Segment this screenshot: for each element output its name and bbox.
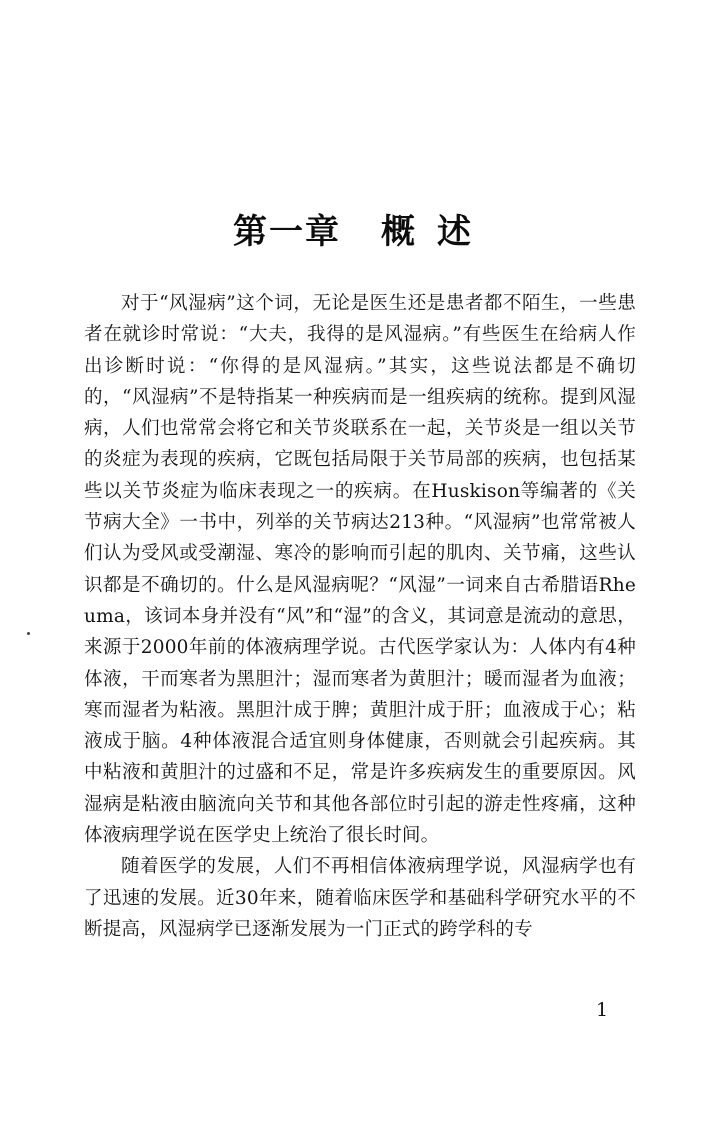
paragraph-1: 对于“风湿病”这个词，无论是医生还是患者都不陌生，一些患者在就诊时常说：“大夫，我得的是风湿病。”有些医生在给病人作出诊断时说：“你得的是风湿病。”其实，这些说法都是不确切的，“风湿病”不是特指某一种疾病而是一组疾病的统称。提到风湿病，人们也常常会将它和关节炎联系在一起，关节炎是一组以关节的炎症为表现的疾病，它既包括局限于关节局部的疾病，也包括某些以关节炎症为临床表现之一的疾病。在Huskison等编著的《关节病大全》一书中，列举的关节病达213种。“风湿病”也常常被人们认为受风或受潮湿、寒冷的影响而引起的肌肉、关节痛，这些认识都是不确切的。什么是风湿病呢？“风湿”一词来自古希腊语Rheuma，该词本身并没有“风”和“湿”的含义，其词意是流动的意思，来源于2000年前的体液病理学说。古代医学家认为：人体内有4种体液，干而寒者为黑胆汁；湿而寒者为黄胆汁；暖而湿者为血液；寒而湿者为粘液。黑胆汁成于脾；黄胆汁成于肝；血液成于心；粘液成于脑。4种体液混合适宜则身体健康，否则就会引起疾病。其中粘液和黄胆汁的过盛和不足，常是许多疾病发生的重要原因。风湿病是粘液由脑流向关节和其他各部位时引起的游走性疼痛，这种体液病理学说在医学史上统治了很长时间。	[84, 293, 636, 847]
chapter-title-char-1: 概	[381, 212, 417, 252]
chapter-heading	[0, 208, 706, 256]
body-text	[84, 288, 636, 945]
chapter-title-char-2: 述	[437, 212, 473, 252]
chapter-number: 第一章	[233, 212, 341, 252]
paragraph-2: 随着医学的发展，人们不再相信体液病理学说，风湿病学也有了迅速的发展。近30年来，随着临床医学和基础科学研究水平的不断提高，风湿病学已逐渐发展为一门正式的跨学科的专	[84, 856, 636, 940]
page-number: 1	[596, 999, 609, 1021]
scan-speck	[27, 632, 30, 635]
